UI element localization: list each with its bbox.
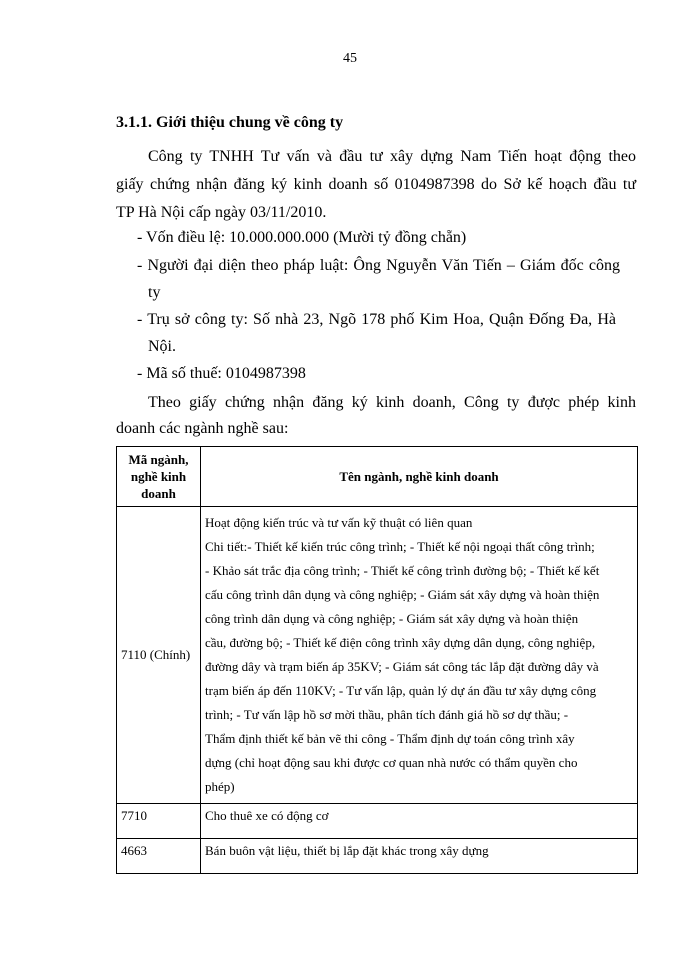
bullet-representative-line-2: ty <box>148 284 161 301</box>
closing-line-1: Theo giấy chứng nhận đăng ký kinh doanh, Công ty được phép kinh <box>148 394 636 411</box>
table-row <box>117 839 638 874</box>
business-lines-table <box>116 446 638 874</box>
intro-line-2: giấy chứng nhận đăng ký kinh doanh số 0104987398 do Sở kế hoạch đầu tư <box>116 176 636 193</box>
detail-line: cấu công trình dân dụng và công nghiệp; - Giám sát xây dựng và hoàn thiện <box>205 587 600 602</box>
intro-line-1: Công ty TNHH Tư vấn và đầu tư xây dựng Nam Tiến hoạt động theo <box>148 148 636 165</box>
bullet-capital: - Vốn điều lệ: 10.000.000.000 (Mười tỷ đồng chẵn) <box>137 229 467 246</box>
detail-line: phép) <box>205 779 235 794</box>
table-header-row <box>117 447 638 507</box>
detail-line: công trình dân dụng và công nghiệp; - Giám sát xây dựng và hoàn thiện <box>205 611 579 626</box>
table-row <box>117 804 638 839</box>
table-row <box>117 507 638 804</box>
bullet-tax-code: - Mã số thuế: 0104987398 <box>137 365 306 382</box>
detail-line: đường dây và trạm biến áp 35KV; - Giám sát công tác lắp đặt đường dây và <box>205 659 599 674</box>
detail-line: cầu, đường bộ; - Thiết kế điện công trình xây dựng dân dụng, công nghiệp, <box>205 635 596 650</box>
page-number: 45 <box>343 51 357 66</box>
row-name: Bán buôn vật liệu, thiết bị lắp đặt khác trong xây dựng <box>201 839 638 874</box>
row-code: 7710 <box>117 804 201 839</box>
header-code: Mã ngành, nghề kinh doanh <box>117 447 201 507</box>
bullet-headquarters-line-2: Nội. <box>148 338 176 355</box>
row-code: 7110 (Chính) <box>117 507 201 804</box>
detail-line: Thẩm định thiết kế bản vẽ thi công - Thẩm định dự toán công trình xây <box>205 731 575 746</box>
closing-line-2: doanh các ngành nghề sau: <box>116 420 289 437</box>
detail-line: dựng (chỉ hoạt động sau khi được cơ quan nhà nước có thẩm quyền cho <box>205 755 578 770</box>
row-detail <box>201 507 638 804</box>
detail-line: trình; - Tư vấn lập hồ sơ mời thầu, phân tích đánh giá hồ sơ dự thầu; - <box>205 707 569 722</box>
header-name: Tên ngành, nghề kinh doanh <box>201 447 638 507</box>
row-name: Cho thuê xe có động cơ <box>201 804 638 839</box>
row-code: 4663 <box>117 839 201 874</box>
section-heading: 3.1.1. Giới thiệu chung về công ty <box>116 114 344 131</box>
intro-line-3: TP Hà Nội cấp ngày 03/11/2010. <box>116 204 327 221</box>
detail-line: trạm biến áp đến 110KV; - Tư vấn lập, quản lý dự án đầu tư xây dựng công <box>205 683 597 698</box>
bullet-headquarters-line-1: - Trụ sở công ty: Số nhà 23, Ngõ 178 phố Kim Hoa, Quận Đống Đa, Hà <box>137 311 616 328</box>
detail-line: Chi tiết:- Thiết kế kiến trúc công trình; - Thiết kế nội ngoại thất công trình; <box>205 539 595 554</box>
detail-line: Hoạt động kiến trúc và tư vấn kỹ thuật có liên quan <box>205 515 473 530</box>
detail-line: - Khảo sát trắc địa công trình; - Thiết kế công trình đường bộ; - Thiết kế kết <box>205 563 600 578</box>
bullet-representative-line-1: - Người đại diện theo pháp luật: Ông Nguyễn Văn Tiến – Giám đốc công <box>137 257 620 274</box>
